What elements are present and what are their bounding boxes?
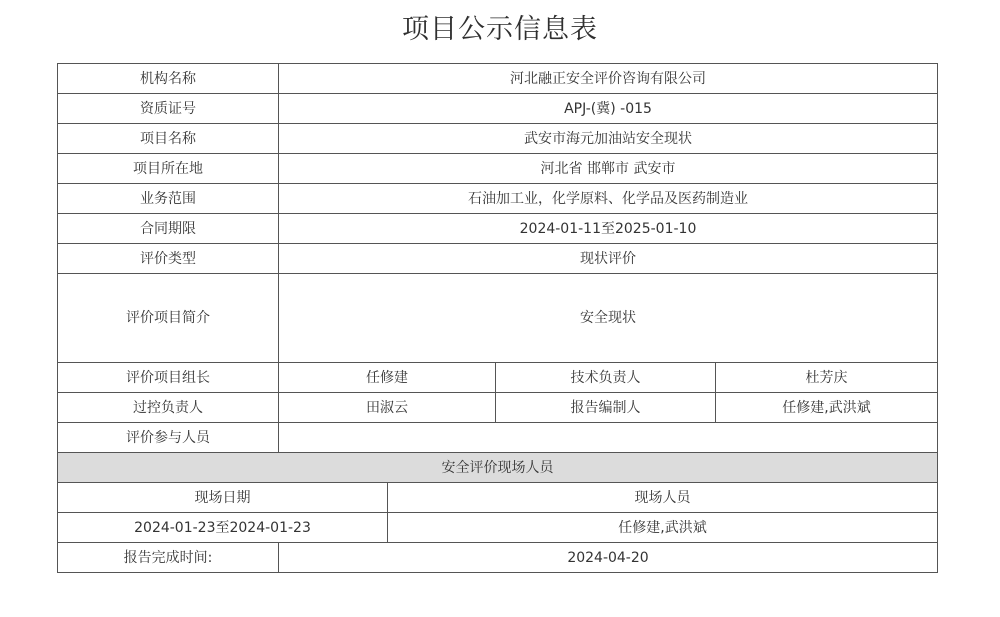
row-business-scope xyxy=(58,184,938,214)
row-control xyxy=(58,393,938,423)
onsite-date-header: 现场日期 xyxy=(58,483,388,513)
row-onsite-header xyxy=(58,483,938,513)
onsite-people-header: 现场人员 xyxy=(388,483,938,513)
project-name-value: 武安市海元加油站安全现状 xyxy=(279,124,938,154)
onsite-people-value: 任修建,武洪斌 xyxy=(388,513,938,543)
institution-value: 河北融正安全评价咨询有限公司 xyxy=(279,64,938,94)
location-label: 项目所在地 xyxy=(58,154,279,184)
report-author-label: 报告编制人 xyxy=(496,393,716,423)
institution-label: 机构名称 xyxy=(58,64,279,94)
row-summary xyxy=(58,274,938,363)
info-table xyxy=(57,63,938,573)
location-value: 河北省 邯郸市 武安市 xyxy=(279,154,938,184)
project-name-label: 项目名称 xyxy=(58,124,279,154)
control-lead-value: 田淑云 xyxy=(279,393,496,423)
row-location xyxy=(58,154,938,184)
team-leader-value: 任修建 xyxy=(279,363,496,393)
row-team xyxy=(58,363,938,393)
control-lead-label: 过控负责人 xyxy=(58,393,279,423)
row-contract-period xyxy=(58,214,938,244)
completion-value: 2024-04-20 xyxy=(279,543,938,573)
summary-value: 安全现状 xyxy=(279,274,938,363)
qualification-value: APJ-(冀) -015 xyxy=(279,94,938,124)
qualification-label: 资质证号 xyxy=(58,94,279,124)
contract-period-label: 合同期限 xyxy=(58,214,279,244)
evaluation-type-value: 现状评价 xyxy=(279,244,938,274)
contract-period-value: 2024-01-11至2025-01-10 xyxy=(279,214,938,244)
row-project-name xyxy=(58,124,938,154)
team-leader-label: 评价项目组长 xyxy=(58,363,279,393)
tech-lead-value: 杜芳庆 xyxy=(716,363,938,393)
tech-lead-label: 技术负责人 xyxy=(496,363,716,393)
row-completion xyxy=(58,543,938,573)
onsite-date-value: 2024-01-23至2024-01-23 xyxy=(58,513,388,543)
row-evaluation-type xyxy=(58,244,938,274)
row-institution xyxy=(58,64,938,94)
row-onsite-values xyxy=(58,513,938,543)
summary-label: 评价项目简介 xyxy=(58,274,279,363)
participants-value xyxy=(279,423,938,453)
business-scope-value: 石油加工业，化学原料、化学品及医药制造业 xyxy=(279,184,938,214)
row-qualification xyxy=(58,94,938,124)
business-scope-label: 业务范围 xyxy=(58,184,279,214)
completion-label: 报告完成时间: xyxy=(58,543,279,573)
page-title: 项目公示信息表 xyxy=(402,14,598,45)
evaluation-type-label: 评价类型 xyxy=(58,244,279,274)
report-author-value: 任修建,武洪斌 xyxy=(716,393,938,423)
onsite-section-title: 安全评价现场人员 xyxy=(58,453,938,483)
row-participants xyxy=(58,423,938,453)
row-onsite-section xyxy=(58,453,938,483)
participants-label: 评价参与人员 xyxy=(58,423,279,453)
